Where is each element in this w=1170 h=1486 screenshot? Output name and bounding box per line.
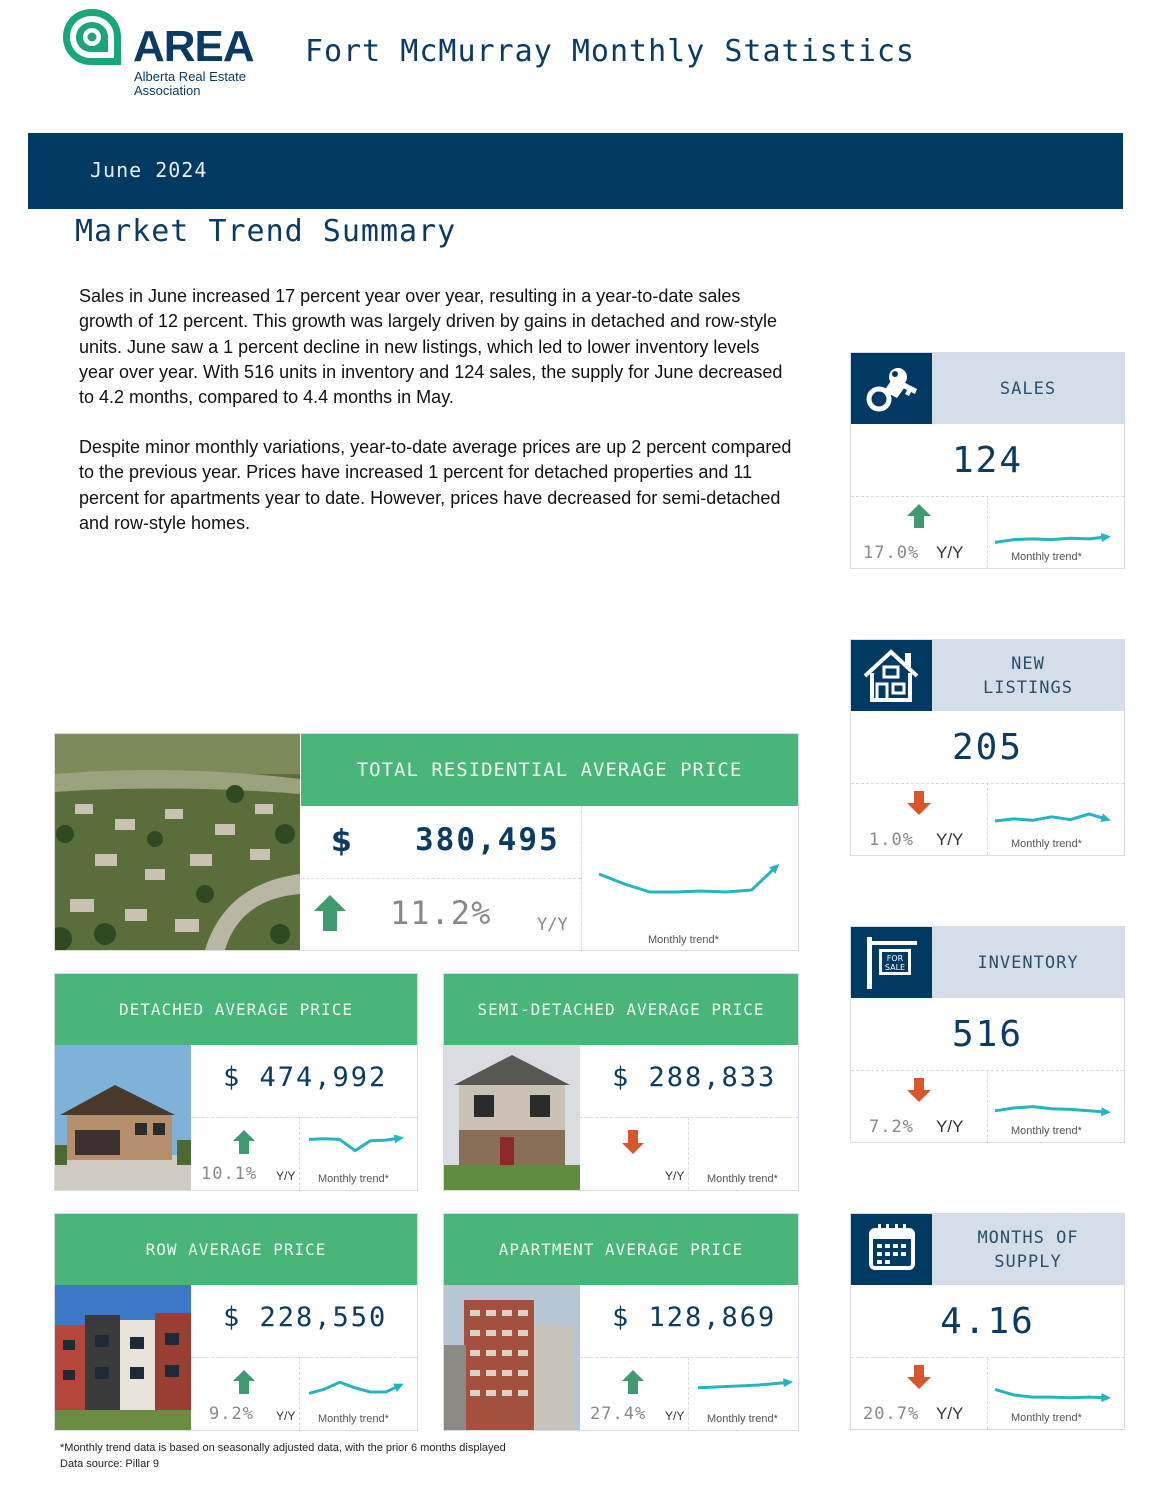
logo-subtitle: [134, 70, 284, 98]
row-yy-label: Y/Y: [276, 1409, 296, 1423]
calendar-icon: [851, 1214, 932, 1285]
months-of-supply-change: 20.7%: [863, 1404, 920, 1424]
inventory-value: 516: [851, 998, 1124, 1071]
detached-trend-line: [305, 1131, 409, 1166]
logo-subtitle-line1: Alberta Real Estate: [134, 69, 247, 84]
detached-trend-label: Monthly trend*: [318, 1173, 389, 1185]
new-listings-label: NEW LISTINGS: [932, 640, 1124, 711]
months-of-supply-icon-box: [851, 1214, 932, 1285]
logo-wordmark: AREA: [133, 22, 254, 71]
for-sale-sign-icon: [851, 927, 932, 998]
down-arrow-icon: [621, 1129, 645, 1155]
row-trend-label: Monthly trend*: [318, 1413, 389, 1425]
period-label: June 2024: [90, 158, 208, 182]
months-of-supply-card: [850, 1213, 1125, 1430]
trend-line: [995, 1389, 1108, 1397]
sales-yy-label: Y/Y: [936, 543, 964, 562]
down-arrow-icon: [906, 1077, 932, 1103]
trend-arrowhead: [1100, 813, 1110, 822]
up-arrow-icon: [313, 894, 347, 932]
total-residential-title: TOTAL RESIDENTIAL AVERAGE PRICE: [301, 734, 798, 806]
apartment-trend-label: Monthly trend*: [707, 1413, 778, 1425]
detached-price: $ 474,992: [223, 1062, 388, 1093]
sales-value: 124: [851, 424, 1124, 497]
months-of-supply-yy-label: Y/Y: [936, 1404, 964, 1423]
sales-trend-label: Monthly trend*: [1011, 551, 1082, 563]
footnote: [60, 1440, 506, 1472]
trend-line: [995, 1107, 1108, 1113]
house-icon: [851, 640, 932, 711]
inventory-card: [850, 926, 1125, 1143]
apartment-yy-label: Y/Y: [665, 1409, 685, 1423]
up-arrow-icon: [906, 503, 932, 529]
new-listings-card: [850, 639, 1125, 856]
new-listings-value: 205: [851, 711, 1124, 784]
apartment-building-photo: [444, 1285, 580, 1430]
months-of-supply-label: MONTHS OF SUPPLY: [932, 1214, 1124, 1285]
trend-line: [995, 537, 1108, 543]
area-logo-icon: [60, 6, 124, 70]
apartment-card: [443, 1213, 799, 1431]
apartment-price: $ 128,869: [612, 1302, 777, 1333]
trend-line: [698, 1382, 790, 1388]
inventory-trend-label: Monthly trend*: [1011, 1125, 1082, 1137]
apartment-trend-line: [694, 1371, 798, 1406]
inventory-trend-line: [991, 1087, 1116, 1122]
trend-arrowhead: [394, 1134, 404, 1143]
detached-title: DETACHED AVERAGE PRICE: [55, 974, 417, 1045]
row-house-photo: [55, 1285, 191, 1430]
detached-change: 10.1%: [201, 1164, 258, 1184]
total-residential-value: 380,495: [415, 822, 560, 858]
svg-text:FOR: FOR: [886, 954, 904, 963]
new-listings-trend-label: Monthly trend*: [1011, 838, 1082, 850]
down-arrow-icon: [906, 790, 932, 816]
months-of-supply-trend-label: Monthly trend*: [1011, 1412, 1082, 1424]
trend-arrowhead: [783, 1378, 793, 1387]
semi-detached-house-photo: [444, 1045, 580, 1190]
semi-detached-trend-label: Monthly trend*: [707, 1173, 778, 1185]
detached-yy-label: Y/Y: [276, 1169, 296, 1183]
row-trend-line: [305, 1371, 409, 1406]
total-residential-change: 11.2%: [390, 894, 492, 932]
footnote-methodology: *Monthly trend data is based on seasonally adjusted data, with the prior 6 months displayed: [60, 1442, 506, 1454]
up-arrow-icon: [621, 1369, 645, 1395]
row-price: $ 228,550: [223, 1302, 388, 1333]
row-change: 9.2%: [209, 1404, 254, 1424]
total-residential-card: [54, 733, 799, 951]
new-listings-yy-label: Y/Y: [936, 830, 964, 849]
down-arrow-icon: [906, 1364, 932, 1390]
trend-arrowhead: [1101, 533, 1111, 542]
semi-detached-yy-label: Y/Y: [665, 1169, 685, 1183]
semi-detached-trend-line: [694, 1131, 798, 1166]
detached-card: [54, 973, 418, 1191]
up-arrow-icon: [232, 1129, 256, 1155]
inventory-change: 7.2%: [869, 1117, 914, 1137]
trend-arrowhead: [1101, 1393, 1111, 1402]
months-of-supply-value: 4.16: [851, 1285, 1124, 1358]
document-title: Fort McMurray Monthly Statistics: [305, 34, 915, 69]
keys-icon: [851, 353, 932, 424]
trend-line: [309, 1138, 401, 1151]
apartment-change: 27.4%: [590, 1404, 647, 1424]
apartment-title: APARTMENT AVERAGE PRICE: [444, 1214, 798, 1285]
semi-detached-price: $ 288,833: [612, 1062, 777, 1093]
trend-line: [599, 866, 777, 892]
inventory-yy-label: Y/Y: [936, 1117, 964, 1136]
semi-detached-title: SEMI-DETACHED AVERAGE PRICE: [444, 974, 798, 1045]
sales-icon-box: [851, 353, 932, 424]
svg-text:SALE: SALE: [884, 963, 906, 972]
summary-paragraph-2: Despite minor monthly variations, year-to-date average prices are up 2 percent compared to the previous year. Prices have increased 1 percent for detached properties and 11 percent for apartments year to date. However, prices have decreased for semi-detached and row-style homes.: [79, 437, 792, 533]
footnote-source: Data source: Pillar 9: [60, 1458, 160, 1470]
new-listings-icon-box: [851, 640, 932, 711]
trend-line: [309, 1382, 401, 1393]
inventory-icon-box: [851, 927, 932, 998]
row-card: [54, 1213, 418, 1431]
sales-trend-line: [991, 513, 1116, 548]
up-arrow-icon: [232, 1369, 256, 1395]
trend-arrowhead: [1101, 1107, 1111, 1116]
logo-subtitle-line2: Association: [134, 83, 201, 98]
new-listings-change: 1.0%: [869, 830, 914, 850]
total-trend-line: [595, 854, 785, 904]
sales-label: SALES: [932, 353, 1124, 424]
sales-change: 17.0%: [863, 543, 920, 563]
total-yy-label: Y/Y: [537, 915, 568, 935]
detached-house-photo: [55, 1045, 191, 1190]
total-trend-label: Monthly trend*: [648, 934, 719, 946]
inventory-label: INVENTORY: [932, 927, 1124, 998]
aerial-neighborhood-photo: [55, 734, 300, 950]
total-dollar-sign: $: [331, 824, 352, 859]
new-listings-trend-line: [991, 800, 1116, 835]
months-of-supply-trend-line: [991, 1374, 1116, 1409]
trend-line: [995, 814, 1108, 821]
section-title: Market Trend Summary: [75, 214, 457, 249]
sales-card: [850, 352, 1125, 569]
summary-paragraph-1: Sales in June increased 17 percent year over year, resulting in a year-to-date sales growth of 12 percent. This growth was largely driven by gains in detached and row-style units. June saw a 1 percent decline in new listings, which led to lower inventory levels year over year. With 516 units in inventory and 124 sales, the supply for June decreased to 4.2 months, compared to 4.4 months in May.: [79, 286, 783, 408]
semi-detached-card: [443, 973, 799, 1191]
row-title: ROW AVERAGE PRICE: [55, 1214, 417, 1285]
